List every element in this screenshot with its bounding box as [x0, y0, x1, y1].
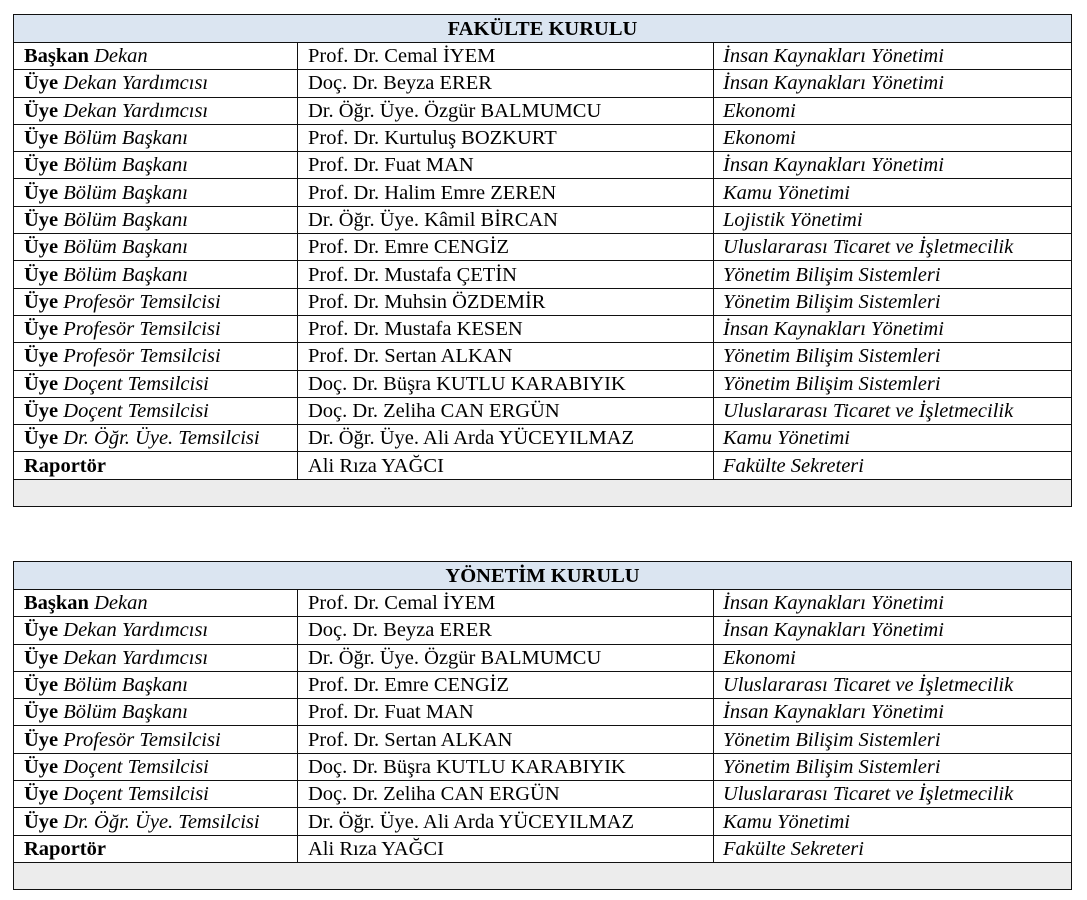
member-position: Profesör Temsilcisi — [63, 318, 221, 341]
member-role: Üye — [24, 99, 59, 122]
member-name: Prof. Dr. Halim Emre ZEREN — [298, 179, 714, 206]
table-row — [14, 179, 1072, 206]
member-department: Uluslararası Ticaret ve İşletmecilik — [714, 234, 1072, 261]
member-position: Dekan — [94, 592, 148, 615]
table-row — [14, 590, 1072, 617]
member-role: Üye — [24, 72, 59, 95]
member-role: Üye — [24, 619, 59, 642]
member-name: Prof. Dr. Fuat MAN — [298, 152, 714, 179]
member-role: Üye — [24, 701, 59, 724]
member-name: Dr. Öğr. Üye. Ali Arda YÜCEYILMAZ — [298, 808, 714, 835]
table-row — [14, 152, 1072, 179]
table-row — [14, 699, 1072, 726]
table-row — [14, 726, 1072, 753]
member-position: Bölüm Başkanı — [63, 154, 188, 177]
member-department: Lojistik Yönetimi — [714, 206, 1072, 233]
table-row — [14, 206, 1072, 233]
table-row — [14, 261, 1072, 288]
member-department: İnsan Kaynakları Yönetimi — [714, 152, 1072, 179]
member-role: Raportör — [24, 837, 106, 860]
member-role-cell — [14, 781, 298, 808]
member-department: Yönetim Bilişim Sistemleri — [714, 753, 1072, 780]
member-name: Dr. Öğr. Üye. Kâmil BİRCAN — [298, 206, 714, 233]
member-department: Fakülte Sekreteri — [714, 452, 1072, 479]
member-name: Prof. Dr. Fuat MAN — [298, 699, 714, 726]
table-row — [14, 671, 1072, 698]
member-role-cell — [14, 261, 298, 288]
table-footer-row — [14, 862, 1072, 889]
table-row — [14, 397, 1072, 424]
table-row — [14, 70, 1072, 97]
member-department: İnsan Kaynakları Yönetimi — [714, 617, 1072, 644]
member-position: Profesör Temsilcisi — [63, 345, 221, 368]
member-position: Dekan Yardımcısı — [63, 646, 209, 669]
member-role: Üye — [24, 127, 59, 150]
member-department: Ekonomi — [714, 124, 1072, 151]
table-row — [14, 124, 1072, 151]
member-role: Üye — [24, 427, 59, 450]
empty-footer-cell — [14, 862, 1072, 889]
table-row — [14, 617, 1072, 644]
member-role: Üye — [24, 674, 59, 697]
member-name: Prof. Dr. Sertan ALKAN — [298, 726, 714, 753]
member-name: Dr. Öğr. Üye. Özgür BALMUMCU — [298, 644, 714, 671]
member-department: Ekonomi — [714, 644, 1072, 671]
member-name: Prof. Dr. Cemal İYEM — [298, 43, 714, 70]
table-title: YÖNETİM KURULU — [14, 562, 1072, 590]
member-department: İnsan Kaynakları Yönetimi — [714, 315, 1072, 342]
member-role-cell — [14, 206, 298, 233]
member-role: Üye — [24, 318, 59, 341]
member-department: İnsan Kaynakları Yönetimi — [714, 43, 1072, 70]
member-role-cell — [14, 315, 298, 342]
member-role-cell — [14, 590, 298, 617]
member-role-cell — [14, 671, 298, 698]
member-role-cell — [14, 343, 298, 370]
member-position: Dekan Yardımcısı — [63, 72, 209, 95]
table-row — [14, 43, 1072, 70]
table-row — [14, 288, 1072, 315]
member-department: Uluslararası Ticaret ve İşletmecilik — [714, 397, 1072, 424]
member-name: Doç. Dr. Beyza ERER — [298, 617, 714, 644]
member-name: Doç. Dr. Zeliha CAN ERGÜN — [298, 397, 714, 424]
member-name: Prof. Dr. Mustafa ÇETİN — [298, 261, 714, 288]
member-role-cell — [14, 753, 298, 780]
member-department: İnsan Kaynakları Yönetimi — [714, 699, 1072, 726]
member-position: Doçent Temsilcisi — [63, 783, 209, 806]
member-name: Ali Rıza YAĞCI — [298, 452, 714, 479]
member-position: Doçent Temsilcisi — [63, 755, 209, 778]
member-role-cell — [14, 699, 298, 726]
member-position: Dr. Öğr. Üye. Temsilcisi — [63, 427, 260, 450]
empty-footer-cell — [14, 479, 1072, 506]
table-row — [14, 808, 1072, 835]
member-role: Üye — [24, 372, 59, 395]
table-row — [14, 781, 1072, 808]
member-role-cell — [14, 397, 298, 424]
member-department: Yönetim Bilişim Sistemleri — [714, 370, 1072, 397]
member-role-cell — [14, 179, 298, 206]
member-department: Yönetim Bilişim Sistemleri — [714, 288, 1072, 315]
member-department: Kamu Yönetimi — [714, 425, 1072, 452]
member-role: Üye — [24, 263, 59, 286]
yonetim-kurulu-table — [13, 561, 1072, 890]
member-name: Doç. Dr. Zeliha CAN ERGÜN — [298, 781, 714, 808]
member-position: Bölüm Başkanı — [63, 236, 188, 259]
yonetim-kurulu-body — [14, 562, 1072, 890]
member-name: Prof. Dr. Cemal İYEM — [298, 590, 714, 617]
member-name: Prof. Dr. Muhsin ÖZDEMİR — [298, 288, 714, 315]
member-role-cell — [14, 644, 298, 671]
member-role-cell — [14, 835, 298, 862]
member-position: Dekan Yardımcısı — [63, 619, 209, 642]
member-role-cell — [14, 370, 298, 397]
table-footer-row — [14, 479, 1072, 506]
member-position: Bölüm Başkanı — [63, 127, 188, 150]
member-role-cell — [14, 43, 298, 70]
member-role-cell — [14, 808, 298, 835]
table-row — [14, 234, 1072, 261]
member-name: Doç. Dr. Beyza ERER — [298, 70, 714, 97]
table-title: FAKÜLTE KURULU — [14, 15, 1072, 43]
member-role: Başkan — [24, 45, 89, 68]
member-role: Üye — [24, 400, 59, 422]
member-role: Başkan — [24, 592, 89, 615]
member-name: Prof. Dr. Mustafa KESEN — [298, 315, 714, 342]
table-row — [14, 370, 1072, 397]
member-name: Prof. Dr. Kurtuluş BOZKURT — [298, 124, 714, 151]
table-header-row — [14, 562, 1072, 590]
member-position: Dekan — [94, 45, 148, 68]
member-department: Kamu Yönetimi — [714, 179, 1072, 206]
member-department: Yönetim Bilişim Sistemleri — [714, 343, 1072, 370]
member-position: Dr. Öğr. Üye. Temsilcisi — [63, 810, 260, 833]
member-department: Ekonomi — [714, 97, 1072, 124]
fakulte-kurulu-body — [14, 15, 1072, 507]
member-name: Doç. Dr. Büşra KUTLU KARABIYIK — [298, 753, 714, 780]
member-role-cell — [14, 288, 298, 315]
table-row — [14, 452, 1072, 479]
member-position: Bölüm Başkanı — [63, 263, 188, 286]
table-header-row — [14, 15, 1072, 43]
member-position: Profesör Temsilcisi — [63, 290, 221, 313]
member-position: Dekan Yardımcısı — [63, 99, 209, 122]
member-role-cell — [14, 452, 298, 479]
member-department: İnsan Kaynakları Yönetimi — [714, 70, 1072, 97]
member-position: Bölüm Başkanı — [63, 674, 188, 697]
member-position: Doçent Temsilcisi — [63, 372, 209, 395]
member-role: Raportör — [24, 454, 106, 477]
member-name: Prof. Dr. Sertan ALKAN — [298, 343, 714, 370]
member-department: Uluslararası Ticaret ve İşletmecilik — [714, 671, 1072, 698]
member-role: Üye — [24, 154, 59, 177]
member-role-cell — [14, 617, 298, 644]
table-row — [14, 425, 1072, 452]
member-name: Ali Rıza YAĞCI — [298, 835, 714, 862]
member-department: İnsan Kaynakları Yönetimi — [714, 590, 1072, 617]
member-role-cell — [14, 97, 298, 124]
table-row — [14, 343, 1072, 370]
member-role: Üye — [24, 181, 59, 204]
member-role: Üye — [24, 755, 59, 778]
member-role: Üye — [24, 728, 59, 751]
member-position: Profesör Temsilcisi — [63, 728, 221, 751]
member-role-cell — [14, 152, 298, 179]
member-department: Uluslararası Ticaret ve İşletmecilik — [714, 781, 1072, 808]
member-position: Bölüm Başkanı — [63, 181, 188, 204]
member-role: Üye — [24, 646, 59, 669]
member-position: Bölüm Başkanı — [63, 208, 188, 231]
member-role-cell — [14, 425, 298, 452]
member-department: Yönetim Bilişim Sistemleri — [714, 261, 1072, 288]
member-role: Üye — [24, 345, 59, 368]
member-name: Dr. Öğr. Üye. Özgür BALMUMCU — [298, 97, 714, 124]
member-role: Üye — [24, 236, 59, 259]
table-row — [14, 97, 1072, 124]
member-department: Fakülte Sekreteri — [714, 835, 1072, 862]
member-role: Üye — [24, 810, 59, 833]
member-position: Doçent Temsilcisi — [63, 400, 209, 422]
member-department: Kamu Yönetimi — [714, 808, 1072, 835]
member-role: Üye — [24, 290, 59, 313]
member-name: Prof. Dr. Emre CENGİZ — [298, 234, 714, 261]
member-role-cell — [14, 124, 298, 151]
member-name: Doç. Dr. Büşra KUTLU KARABIYIK — [298, 370, 714, 397]
table-row — [14, 644, 1072, 671]
member-role-cell — [14, 70, 298, 97]
member-role-cell — [14, 726, 298, 753]
member-role-cell — [14, 234, 298, 261]
table-row — [14, 753, 1072, 780]
table-row — [14, 835, 1072, 862]
member-name: Dr. Öğr. Üye. Ali Arda YÜCEYILMAZ — [298, 425, 714, 452]
member-name: Prof. Dr. Emre CENGİZ — [298, 671, 714, 698]
member-position: Bölüm Başkanı — [63, 701, 188, 724]
member-department: Yönetim Bilişim Sistemleri — [714, 726, 1072, 753]
member-role: Üye — [24, 783, 59, 806]
table-row — [14, 315, 1072, 342]
fakulte-kurulu-table — [13, 14, 1072, 507]
member-role: Üye — [24, 208, 59, 231]
